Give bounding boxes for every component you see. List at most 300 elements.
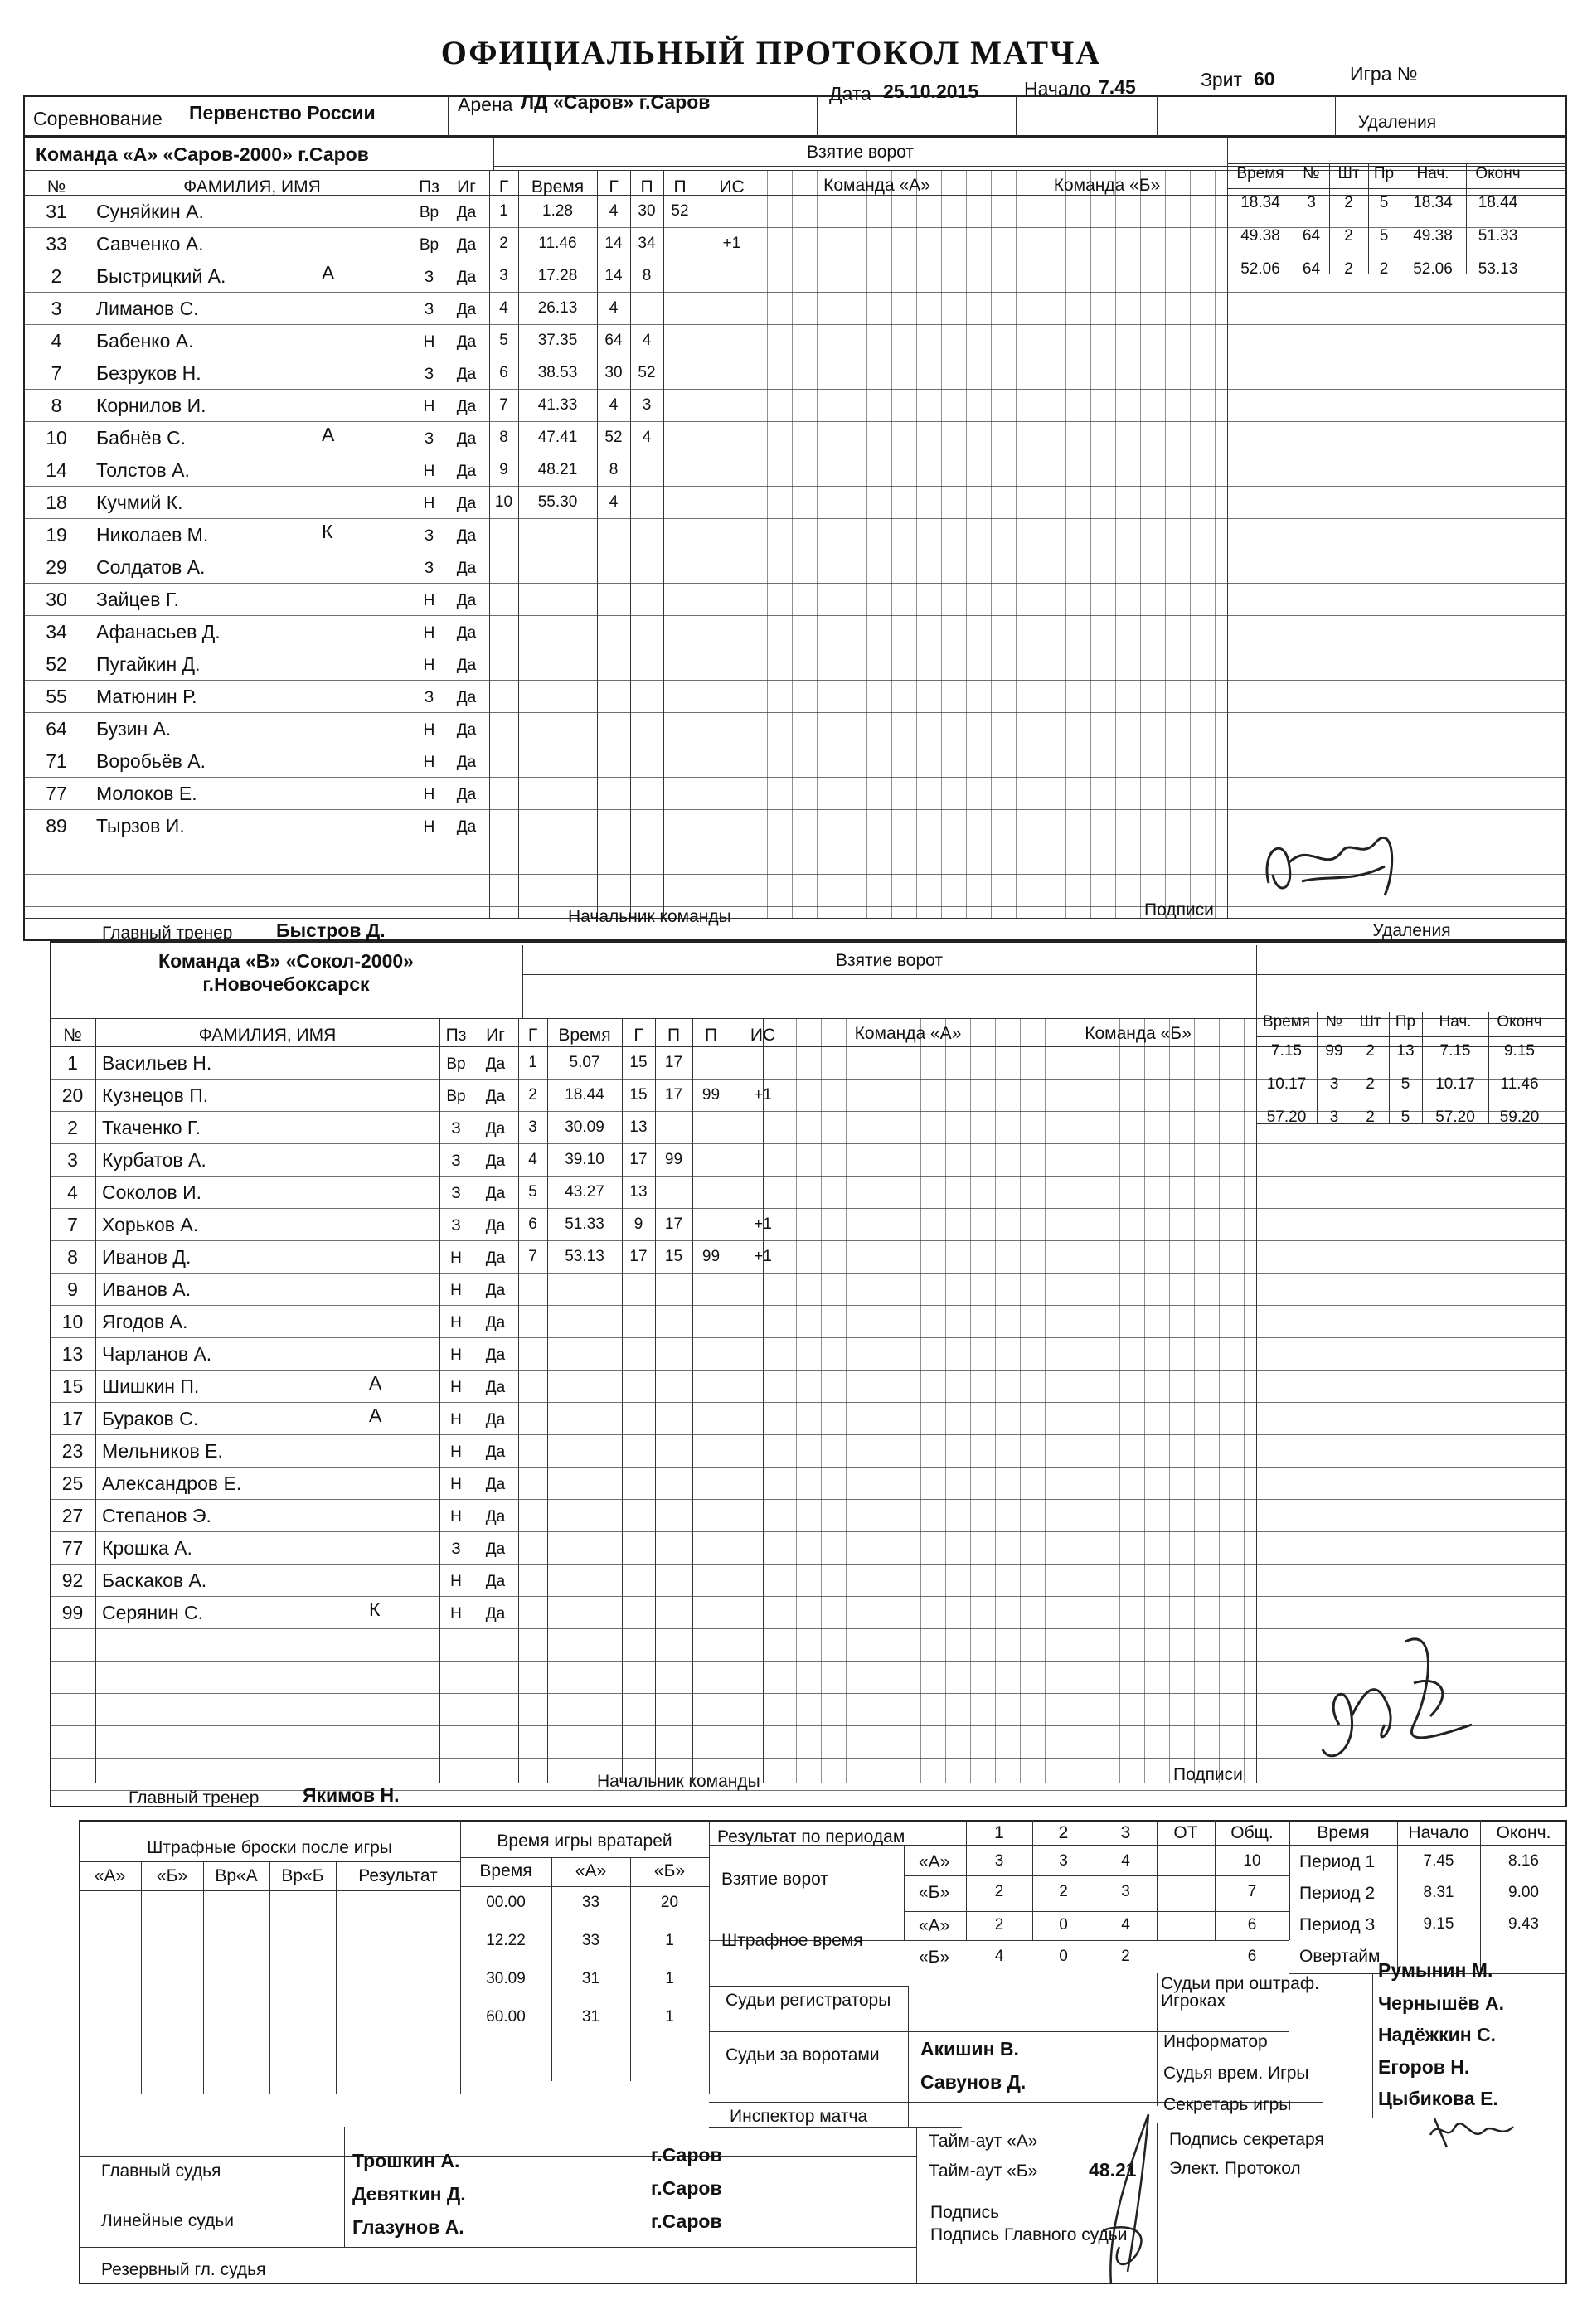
goal-scorer: 13 <box>629 1118 648 1136</box>
player-number: 14 <box>46 459 67 481</box>
player-played: Да <box>485 1540 506 1558</box>
player-number: 7 <box>67 1214 78 1235</box>
player-position: Н <box>450 1411 462 1429</box>
goal-assist-1: 99 <box>664 1151 683 1168</box>
penalty-end: 51.33 <box>1478 227 1518 245</box>
period-goals-b: 2 <box>994 1883 1004 1900</box>
period-name: Период 1 <box>1299 1852 1376 1871</box>
player-position: Вр <box>446 1055 466 1073</box>
periods-title: Результат по периодам <box>717 1827 905 1846</box>
player-name: Солдатов А. <box>96 556 206 578</box>
player-played: Да <box>456 527 477 545</box>
team-b-title-1: Команда «В» «Сокол-2000» <box>158 950 414 972</box>
chief-signature-label: Подпись Главного судьи <box>930 2225 1128 2244</box>
page-title: ОФИЦИАЛЬНЫЙ ПРОТОКОЛ МАТЧА <box>440 34 1102 71</box>
player-number: 15 <box>61 1375 84 1397</box>
penalty-min: 2 <box>1366 1075 1375 1093</box>
team-manager-label: Начальник команды <box>597 1772 760 1791</box>
col-situation: ИС <box>750 1026 776 1045</box>
player-played: Да <box>485 1282 506 1299</box>
team-a-goals-col: Команда «А» <box>823 176 930 195</box>
period-col-2: 2 <box>1058 1823 1069 1842</box>
player-number: 92 <box>61 1570 84 1591</box>
goal-number: 3 <box>499 267 508 284</box>
penalty-num: 3 <box>1329 1109 1339 1126</box>
player-played: Да <box>485 1573 506 1590</box>
col-situation: ИС <box>719 177 745 196</box>
player-number: 4 <box>67 1181 78 1203</box>
penalty-num: 64 <box>1302 227 1321 245</box>
player-played: Да <box>456 463 477 480</box>
goal-scorer: 15 <box>629 1086 648 1104</box>
player-number: 33 <box>46 233 67 255</box>
player-name: Ягодов А. <box>102 1311 188 1332</box>
linesman-1: Девяткин Д. <box>352 2183 466 2205</box>
penalty-time: 49.38 <box>1240 227 1280 245</box>
player-played: Да <box>456 398 477 415</box>
head-referee-label: Главный судья <box>101 2161 221 2181</box>
period-col-1: 1 <box>994 1823 1004 1842</box>
col-goal-scorer: Г <box>609 177 619 196</box>
signatures-label: Подписи <box>1173 1765 1243 1784</box>
periods-pen-b-tag: «Б» <box>919 1948 950 1967</box>
penalty-min: 2 <box>1344 194 1353 211</box>
player-name: Кузнецов П. <box>102 1084 209 1106</box>
penalty-min: 2 <box>1366 1109 1375 1126</box>
pen-col-reason: Пр <box>1373 165 1395 182</box>
col-goal-time: Время <box>558 1026 611 1045</box>
player-position: Вр <box>419 204 439 221</box>
goal-scorer: 4 <box>609 299 619 317</box>
col-pos: Пз <box>445 1026 467 1045</box>
timekeeper-label: Судья врем. Игры <box>1163 2064 1309 2083</box>
player-name: Пугайкин Д. <box>96 653 201 675</box>
shootout-col-b: «Б» <box>156 1866 188 1885</box>
pen-col-num: № <box>1325 1013 1343 1031</box>
pen-col-start: Нач. <box>1416 165 1449 182</box>
player-position: Н <box>423 754 435 771</box>
player-name: Васильев Н. <box>102 1052 212 1074</box>
shootout-col-a: «А» <box>94 1866 126 1885</box>
player-number: 29 <box>46 556 67 578</box>
penalty-start: 7.15 <box>1439 1042 1471 1060</box>
goalie-row-a: 33 <box>581 1894 600 1911</box>
period-goals-b: 2 <box>1059 1883 1068 1900</box>
player-number: 34 <box>46 621 67 643</box>
player-row <box>50 1596 1256 1628</box>
player-name: Николаев М. <box>96 524 209 546</box>
player-position: Н <box>423 624 435 642</box>
player-position: Н <box>450 1476 462 1493</box>
player-row <box>23 777 1227 809</box>
player-played: Да <box>485 1605 506 1623</box>
goal-assist-1: 34 <box>638 235 656 252</box>
goal-time: 38.53 <box>537 364 578 381</box>
player-name: Бураков С. <box>102 1408 199 1429</box>
spectators-label: Зрит <box>1201 69 1243 90</box>
player-played: Да <box>456 269 477 286</box>
player-number: 19 <box>46 524 67 546</box>
goal-assist-1: 30 <box>638 202 656 220</box>
player-row <box>50 1402 1256 1434</box>
player-number: 27 <box>61 1505 84 1526</box>
player-position: Н <box>423 592 435 609</box>
goalie-row-b: 20 <box>660 1894 679 1911</box>
player-name: Александров Е. <box>102 1473 242 1494</box>
period-name: Овертайм <box>1299 1947 1381 1966</box>
penalty-min: 2 <box>1344 227 1353 245</box>
goal-scorer: 64 <box>604 332 623 349</box>
period-pen-b: 0 <box>1059 1948 1068 1965</box>
goalie-time-title: Время игры вратарей <box>497 1832 672 1851</box>
player-position: З <box>424 527 434 545</box>
goal-number: 1 <box>499 202 508 220</box>
goal-situation: +1 <box>754 1086 772 1104</box>
player-row <box>50 1564 1256 1596</box>
goal-judge-2: Савунов Д. <box>920 2071 1027 2093</box>
player-number: 7 <box>51 362 62 384</box>
team-b-signature-icon <box>1306 1625 1497 1774</box>
player-position: Н <box>423 818 435 836</box>
goal-judge-1: Акишин В. <box>920 2038 1019 2060</box>
goalie-row-time: 12.22 <box>486 1932 526 1949</box>
head-coach-value: Якимов Н. <box>303 1784 400 1806</box>
player-position: Н <box>423 786 435 803</box>
period-pen-a: 6 <box>1247 1916 1257 1933</box>
timeout-b-label: Тайм-аут «Б» <box>929 2161 1038 2181</box>
player-name: Иванов А. <box>102 1278 192 1300</box>
goalie-row-a: 31 <box>581 2008 600 2026</box>
player-row <box>23 712 1227 745</box>
period-pen-b: 2 <box>1121 1948 1130 1965</box>
penalty-end: 9.15 <box>1504 1042 1535 1060</box>
player-position: З <box>424 560 434 577</box>
goal-time: 1.28 <box>542 202 573 220</box>
registrars-label: Судьи регистраторы <box>726 1991 891 2010</box>
penalty-reason: 13 <box>1396 1042 1415 1060</box>
player-played: Да <box>456 236 477 254</box>
informer-value: Надёжкин С. <box>1378 2024 1497 2045</box>
period-end: 9.00 <box>1508 1884 1539 1901</box>
player-row <box>50 1499 1256 1531</box>
player-name: Савченко А. <box>96 233 204 255</box>
player-name: Мельников Е. <box>102 1440 223 1462</box>
player-row <box>50 1531 1256 1564</box>
player-played: Да <box>456 818 477 836</box>
goal-scorer: 8 <box>609 461 619 478</box>
penalty-min: 2 <box>1366 1042 1375 1060</box>
player-name: Чарланов А. <box>102 1343 212 1365</box>
player-played: Да <box>456 624 477 642</box>
player-number: 71 <box>46 750 67 772</box>
col-num: № <box>63 1026 82 1045</box>
goalie-row-time: 60.00 <box>486 2008 526 2026</box>
player-position: Н <box>423 721 435 739</box>
period-pen-a: 2 <box>994 1916 1004 1933</box>
linesmen-label: Линейные судьи <box>101 2211 234 2230</box>
shootout-title: Штрафные броски после игры <box>147 1838 392 1857</box>
periods-penalty-label: Штрафное время <box>721 1931 863 1950</box>
row-line <box>50 1790 1567 1791</box>
player-played: Да <box>485 1411 506 1429</box>
head-coach-value: Быстров Д. <box>276 919 386 941</box>
goal-number: 2 <box>528 1086 537 1104</box>
player-played: Да <box>456 301 477 318</box>
goal-scorer: 14 <box>604 235 623 252</box>
timeout-b-value: 48.21 <box>1089 2159 1137 2181</box>
competition-value: Первенство России <box>189 102 376 124</box>
period-pen-b: 4 <box>994 1948 1004 1965</box>
player-number: 55 <box>46 686 67 707</box>
penalty-start: 18.34 <box>1413 194 1453 211</box>
penalty-reason: 5 <box>1400 1075 1410 1093</box>
player-number: 10 <box>46 427 67 449</box>
player-number: 4 <box>51 330 62 352</box>
goal-scorer: 4 <box>609 396 619 414</box>
period-end: 8.16 <box>1508 1852 1539 1870</box>
period-times-col-start: Начало <box>1408 1823 1469 1842</box>
arena-value: ЛД «Саров» г.Саров <box>521 91 711 113</box>
player-played: Да <box>485 1120 506 1138</box>
goal-time: 26.13 <box>537 299 578 317</box>
player-name: Шишкин П. <box>102 1375 200 1397</box>
goal-assist-1: 4 <box>642 429 652 446</box>
pen-col-minutes: Шт <box>1337 165 1360 182</box>
goal-number: 6 <box>528 1215 537 1233</box>
player-name: Соколов И. <box>102 1181 202 1203</box>
goal-number: 4 <box>528 1151 537 1168</box>
penalty-reason: 5 <box>1400 1109 1410 1126</box>
penalty-divider <box>1227 137 1228 918</box>
col-num: № <box>46 177 66 196</box>
player-row <box>23 583 1227 615</box>
player-played: Да <box>456 689 477 706</box>
penalty-time: 18.34 <box>1240 194 1280 211</box>
player-number: 89 <box>46 815 67 837</box>
player-played: Да <box>456 754 477 771</box>
goal-number: 7 <box>528 1248 537 1265</box>
penalty-end: 11.46 <box>1500 1075 1539 1093</box>
player-name: Крошка А. <box>102 1537 192 1559</box>
inspector-label: Инспектор матча <box>730 2107 868 2126</box>
timeout-a-label: Тайм-аут «А» <box>929 2132 1038 2151</box>
head-coach-label: Главный тренер <box>102 924 233 943</box>
player-position: Н <box>450 1314 462 1332</box>
player-position: Вр <box>446 1088 466 1105</box>
team-b-goals-col: Команда «Б» <box>1053 176 1161 195</box>
player-position: Н <box>423 463 435 480</box>
player-position: З <box>424 366 434 383</box>
period-name: Период 2 <box>1299 1884 1376 1903</box>
team-b-title-2: г.Новочебоксарск <box>202 973 370 995</box>
penalty-start: 10.17 <box>1435 1075 1475 1093</box>
team-a-signature-icon <box>1252 817 1426 908</box>
player-name: Бабенко А. <box>96 330 194 352</box>
player-played: Да <box>485 1217 506 1235</box>
period-goals-b: 7 <box>1247 1883 1257 1900</box>
secretary-value: Цыбикова Е. <box>1378 2088 1498 2109</box>
player-position: Н <box>450 1443 462 1461</box>
penalty-start: 57.20 <box>1435 1109 1475 1126</box>
goal-scorer: 13 <box>629 1183 648 1201</box>
penalty-num: 64 <box>1302 260 1321 278</box>
date-label: Дата <box>829 83 871 104</box>
player-number: 17 <box>61 1408 84 1429</box>
player-played: Да <box>485 1152 506 1170</box>
goal-situation: +1 <box>722 235 741 252</box>
goal-assist-1: 8 <box>642 267 652 284</box>
goalie-row-b: 1 <box>665 1932 674 1949</box>
col-name: ФАМИЛИЯ, ИМЯ <box>198 1026 337 1045</box>
secretary-signature-label: Подпись секретаря <box>1169 2130 1324 2149</box>
goal-time: 48.21 <box>537 461 578 478</box>
player-number: 23 <box>61 1440 84 1462</box>
goal-time: 17.28 <box>537 267 578 284</box>
pen-col-start: Нач. <box>1439 1013 1472 1031</box>
goal-time: 5.07 <box>569 1054 600 1071</box>
goal-scorer: 17 <box>629 1151 648 1168</box>
goal-number: 9 <box>499 461 508 478</box>
goal-number: 4 <box>499 299 508 317</box>
pen-col-num: № <box>1303 165 1320 182</box>
penalty-num: 99 <box>1325 1042 1343 1060</box>
player-played: Да <box>485 1476 506 1493</box>
period-times-col-time: Время <box>1317 1823 1370 1842</box>
goal-scorer: 9 <box>633 1215 643 1233</box>
goalie-row-a: 31 <box>581 1970 600 1987</box>
shootout-col-gk-a: Вр«А <box>215 1866 258 1885</box>
period-goals-a: 4 <box>1121 1852 1130 1870</box>
goal-time: 30.09 <box>565 1118 604 1136</box>
period-col-3: 3 <box>1120 1823 1131 1842</box>
player-number: 77 <box>61 1537 84 1559</box>
period-times-col-end: Оконч. <box>1496 1823 1551 1842</box>
player-name: Молоков Е. <box>96 783 197 804</box>
goal-number: 2 <box>499 235 508 252</box>
date-value: 25.10.2015 <box>883 80 979 102</box>
player-name: Воробьёв А. <box>96 750 206 772</box>
player-number: 10 <box>61 1311 84 1332</box>
player-position: З <box>424 689 434 706</box>
player-number: 99 <box>61 1602 84 1623</box>
penalties-section-label: Удаления <box>1357 113 1437 132</box>
arena-label: Арена <box>458 94 513 115</box>
col-pos: Пз <box>419 177 439 196</box>
player-number: 25 <box>61 1473 84 1494</box>
player-position: З <box>424 301 434 318</box>
goal-number: 6 <box>499 364 508 381</box>
player-row <box>50 1337 1256 1370</box>
informer-label: Информатор <box>1163 2032 1268 2051</box>
goal-number: 5 <box>528 1183 537 1201</box>
head-referee-value: Трошкин А. <box>352 2150 460 2171</box>
player-number: 9 <box>67 1278 78 1300</box>
player-name: Степанов Э. <box>102 1505 211 1526</box>
player-role-mark: А <box>322 262 335 284</box>
goal-situation: +1 <box>754 1248 772 1265</box>
player-name: Безруков Н. <box>96 362 201 384</box>
player-row <box>50 1370 1256 1402</box>
col-goal-time: Время <box>531 177 585 196</box>
shootout-col-result: Результат <box>358 1866 438 1885</box>
player-name: Афанасьев Д. <box>96 621 221 643</box>
goalie-row-b: 1 <box>665 1970 674 1987</box>
goal-time: 41.33 <box>537 396 578 414</box>
player-position: З <box>451 1185 461 1202</box>
player-row <box>50 1273 1256 1305</box>
goal-time: 47.41 <box>537 429 578 446</box>
player-number: 2 <box>67 1117 78 1138</box>
game-number-label: Игра № <box>1350 63 1418 85</box>
player-played: Да <box>456 657 477 674</box>
penalty-box-judge-1: Румынин М. <box>1378 1959 1493 1981</box>
pen-header-line <box>1227 163 1567 164</box>
periods-goals-a-tag: «А» <box>919 1852 950 1871</box>
player-position: Н <box>450 1605 462 1623</box>
goal-time: 51.33 <box>565 1215 604 1233</box>
player-role-mark: К <box>322 521 333 542</box>
period-col-ot: ОТ <box>1173 1823 1198 1842</box>
player-played: Да <box>485 1314 506 1332</box>
player-played: Да <box>485 1249 506 1267</box>
player-number: 18 <box>46 492 67 513</box>
player-played: Да <box>456 430 477 448</box>
player-row <box>23 809 1227 842</box>
col-played: Иг <box>457 177 476 196</box>
player-name: Иванов Д. <box>102 1246 192 1268</box>
period-name: Период 3 <box>1299 1915 1376 1934</box>
period-pen-a: 4 <box>1121 1916 1130 1933</box>
reserve-referee-label: Резервный гл. судья <box>101 2260 266 2279</box>
col-assist-1: П <box>640 177 653 196</box>
player-role-mark: А <box>369 1405 382 1426</box>
goalie-col-a: «А» <box>575 1861 607 1880</box>
linesman-2: Глазунов А. <box>352 2216 464 2238</box>
player-position: З <box>451 1217 461 1235</box>
start-label: Начало <box>1024 78 1091 99</box>
player-played: Да <box>456 204 477 221</box>
player-played: Да <box>485 1185 506 1202</box>
player-row <box>50 1305 1256 1337</box>
period-start: 7.45 <box>1423 1852 1454 1870</box>
col-goal-num: Г <box>498 177 509 196</box>
penalty-time: 7.15 <box>1271 1042 1302 1060</box>
penalty-start: 52.06 <box>1413 260 1453 278</box>
goal-number: 5 <box>499 332 508 349</box>
player-number: 64 <box>46 718 67 740</box>
player-played: Да <box>456 592 477 609</box>
goal-assist-1: 4 <box>642 332 652 349</box>
player-played: Да <box>485 1346 506 1364</box>
player-position: Н <box>423 333 435 351</box>
player-name: Курбатов А. <box>102 1149 206 1171</box>
player-number: 13 <box>61 1343 84 1365</box>
col-assist-1: П <box>667 1026 681 1045</box>
chief-signature-label-1: Подпись <box>930 2203 1000 2222</box>
player-name: Быстрицкий А. <box>96 265 226 287</box>
pen-col-time: Время <box>1262 1013 1311 1031</box>
secretary-label: Секретарь игры <box>1163 2095 1292 2114</box>
player-played: Да <box>456 721 477 739</box>
player-number: 52 <box>46 653 67 675</box>
col-goal-num: Г <box>527 1026 538 1045</box>
goal-situation: +1 <box>754 1215 772 1233</box>
timekeeper-value: Егоров Н. <box>1378 2056 1470 2078</box>
player-played: Да <box>456 366 477 383</box>
penalty-time: 57.20 <box>1266 1109 1307 1126</box>
player-name: Серянин С. <box>102 1602 204 1623</box>
player-name: Тырзов И. <box>96 815 185 837</box>
